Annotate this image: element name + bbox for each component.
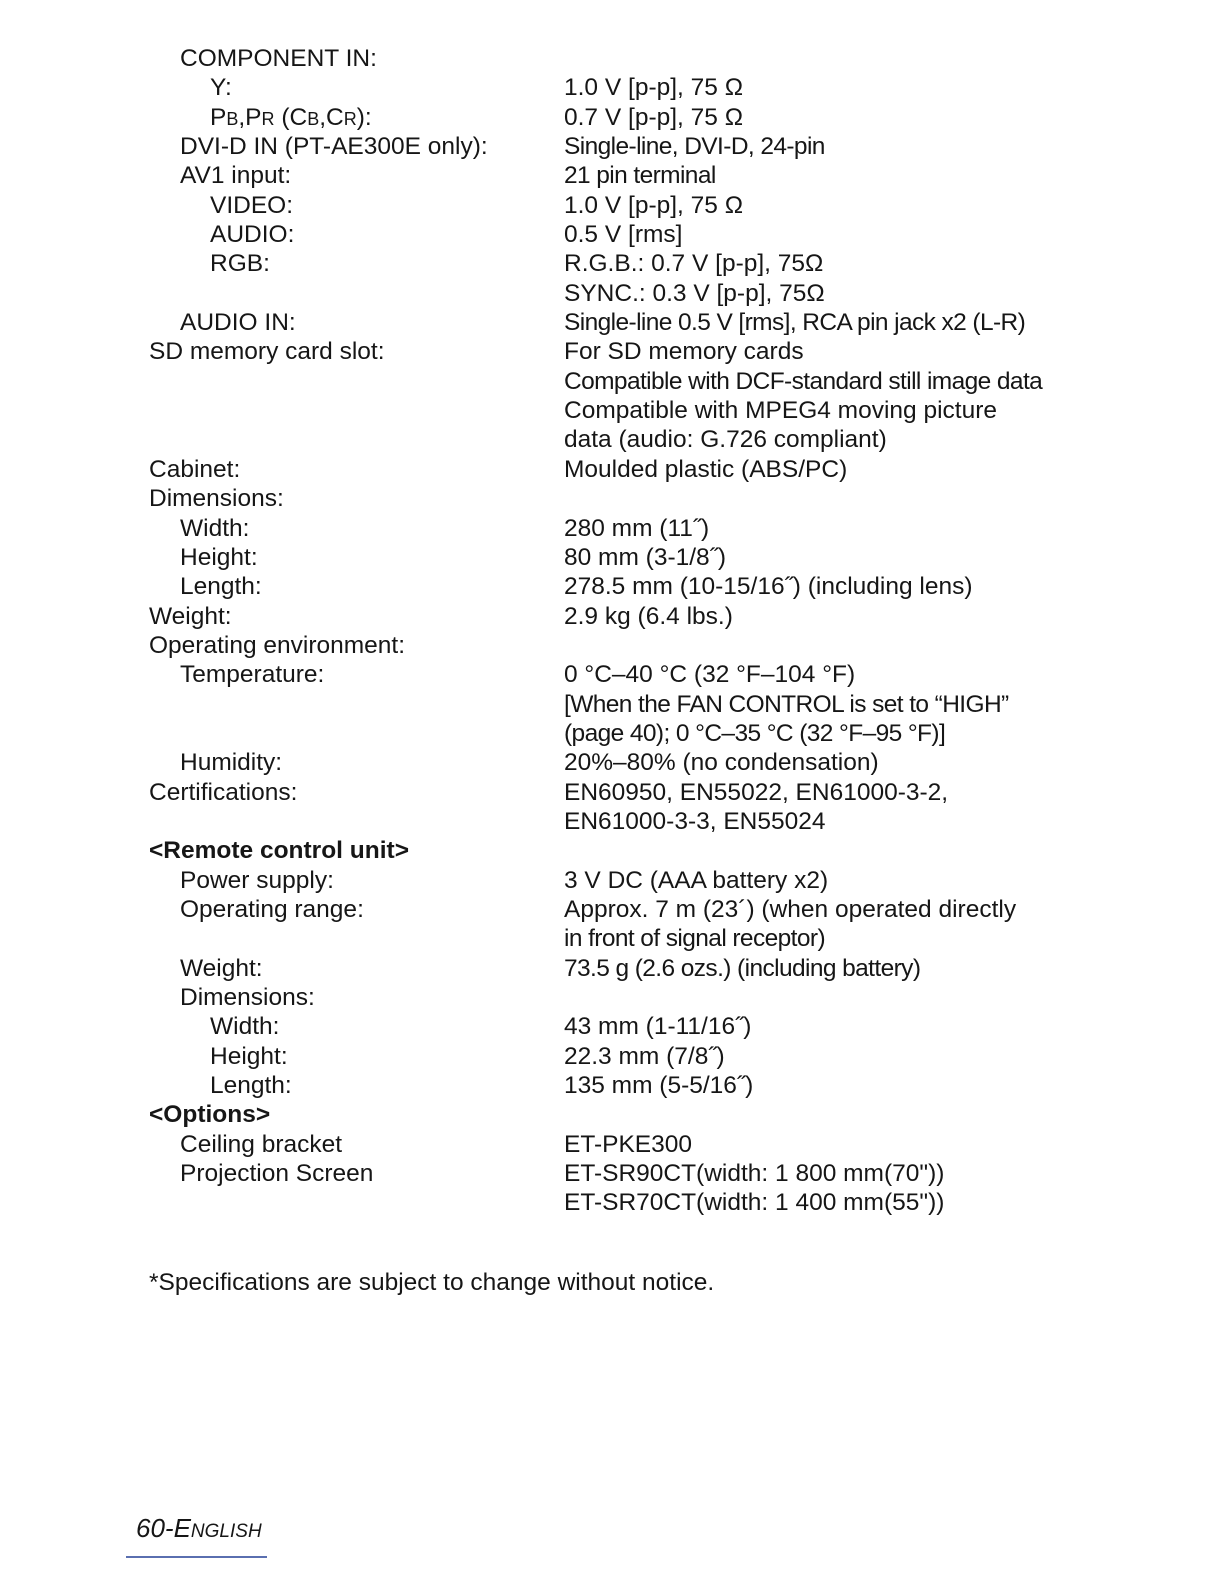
spec-row (0, 602, 1224, 631)
spec-row (0, 719, 1224, 748)
spec-row (0, 1188, 1224, 1217)
spec-label: Height: (210, 1042, 288, 1070)
spec-row (0, 103, 1224, 132)
page-number: 60-E (136, 1513, 191, 1543)
spec-value: Single-line 0.5 V [rms], RCA pin jack x2 (L-R) (564, 309, 1026, 337)
spec-label: Length: (180, 573, 262, 601)
spec-value: EN61000-3-3, EN55024 (564, 807, 826, 835)
spec-row (0, 425, 1224, 454)
spec-row (0, 367, 1224, 396)
spec-value: ET-SR90CT(width: 1 800 mm(70")) (564, 1160, 945, 1188)
spec-label: Weight: (180, 954, 263, 982)
spec-row (0, 1042, 1224, 1071)
spec-value: data (audio: G.726 compliant) (564, 426, 887, 454)
footer-rule (126, 1556, 267, 1558)
specification-list (0, 44, 1224, 1218)
spec-row (0, 1012, 1224, 1041)
spec-row (0, 1100, 1224, 1129)
spec-value: 278.5 mm (10-15/16˝) (including lens) (564, 573, 973, 601)
spec-value: Moulded plastic (ABS/PC) (564, 455, 848, 483)
spec-value: For SD memory cards (564, 338, 804, 366)
spec-row (0, 279, 1224, 308)
spec-value: EN60950, EN55022, EN61000-3-2, (564, 778, 949, 806)
spec-row (0, 748, 1224, 777)
section-heading: <Remote control unit> (149, 837, 410, 865)
spec-label: Dimensions: (149, 485, 284, 513)
spec-label: Temperature: (180, 661, 325, 689)
spec-row (0, 631, 1224, 660)
spec-row (0, 44, 1224, 73)
spec-value: ET-SR70CT(width: 1 400 mm(55")) (564, 1189, 945, 1217)
spec-value: [When the FAN CONTROL is set to “HIGH” (564, 690, 1009, 718)
spec-value: Compatible with MPEG4 moving picture (564, 397, 998, 425)
spec-label: Weight: (149, 602, 232, 630)
spec-label: Dimensions: (180, 984, 315, 1011)
spec-row (0, 191, 1224, 220)
spec-row (0, 954, 1224, 983)
spec-value: 80 mm (3-1/8˝) (564, 543, 727, 571)
spec-row (0, 1130, 1224, 1159)
spec-row (0, 572, 1224, 601)
spec-value: 135 mm (5-5/16˝) (564, 1072, 754, 1100)
spec-row (0, 455, 1224, 484)
spec-value: 0.7 V [p-p], 75 Ω (564, 103, 744, 131)
section-heading: <Options> (149, 1101, 271, 1129)
spec-value: 0 °C–40 °C (32 °F–104 °F) (564, 661, 856, 689)
spec-value: 22.3 mm (7/8˝) (564, 1042, 725, 1070)
spec-value: 1.0 V [p-p], 75 Ω (564, 191, 744, 219)
spec-label: Length: (210, 1072, 292, 1100)
spec-value: 21 pin terminal (564, 162, 716, 190)
spec-label: Power supply: (180, 866, 334, 894)
spec-label: SD memory card slot: (149, 338, 385, 366)
spec-row (0, 396, 1224, 425)
spec-row (0, 249, 1224, 278)
spec-label: Projection Screen (180, 1160, 374, 1188)
spec-row (0, 484, 1224, 513)
spec-row (0, 836, 1224, 865)
spec-label: Certifications: (149, 778, 298, 806)
spec-row (0, 983, 1224, 1012)
spec-value: Compatible with DCF-standard still image data (564, 367, 1043, 395)
spec-row (0, 1071, 1224, 1100)
spec-row (0, 690, 1224, 719)
spec-label: Cabinet: (149, 455, 241, 483)
spec-row (0, 924, 1224, 953)
spec-label: Height: (180, 543, 258, 571)
spec-value: in front of signal receptor) (564, 925, 826, 953)
spec-label: COMPONENT IN: (180, 45, 377, 72)
spec-label: RGB: (210, 250, 270, 278)
spec-value: SYNC.: 0.3 V [p-p], 75Ω (564, 279, 825, 307)
spec-row (0, 895, 1224, 924)
spec-row (0, 337, 1224, 366)
footer-language: NGLISH (190, 1521, 262, 1542)
spec-value: 0.5 V [rms] (564, 221, 683, 249)
spec-label: VIDEO: (210, 191, 294, 219)
page-footer (136, 1511, 262, 1549)
spec-value: 2.9 kg (6.4 lbs.) (564, 602, 733, 630)
spec-row (0, 1159, 1224, 1188)
spec-row (0, 807, 1224, 836)
spec-row (0, 778, 1224, 807)
spec-row (0, 514, 1224, 543)
spec-value: R.G.B.: 0.7 V [p-p], 75Ω (564, 250, 824, 278)
spec-row (0, 866, 1224, 895)
spec-row (0, 132, 1224, 161)
spec-label: Humidity: (180, 749, 283, 777)
spec-row (0, 73, 1224, 102)
spec-value: 1.0 V [p-p], 75 Ω (564, 74, 744, 102)
spec-row (0, 660, 1224, 689)
spec-value: 280 mm (11˝) (564, 514, 710, 542)
spec-value: Approx. 7 m (23´) (when operated directly (564, 895, 1017, 923)
spec-label: Width: (180, 514, 250, 542)
spec-value: 20%–80% (no condensation) (564, 749, 879, 777)
spec-value: (page 40); 0 °C–35 °C (32 °F–95 °F)] (564, 719, 946, 747)
spec-label: AV1 input: (180, 162, 292, 190)
spec-row (0, 543, 1224, 572)
spec-value: Single-line, DVI-D, 24-pin (564, 133, 825, 161)
spec-row (0, 161, 1224, 190)
spec-value: 73.5 g (2.6 ozs.) (including battery) (564, 954, 921, 982)
spec-label: Operating range: (180, 895, 364, 923)
spec-value: 43 mm (1-11/16˝) (564, 1013, 752, 1041)
spec-value: ET-PKE300 (564, 1130, 693, 1158)
spec-label: Ceiling bracket (180, 1130, 343, 1158)
spec-label: Operating environment: (149, 631, 406, 659)
spec-value: 3 V DC (AAA battery x2) (564, 866, 829, 894)
spec-label: PB,PR (CB,CR): (210, 103, 372, 131)
spec-row (0, 220, 1224, 249)
spec-label: AUDIO IN: (180, 309, 296, 337)
spec-row (0, 308, 1224, 337)
spec-label: Y: (210, 74, 232, 102)
specifications-notice: *Specifications are subject to change without notice. (149, 1269, 715, 1296)
spec-label: AUDIO: (210, 221, 295, 249)
spec-label: Width: (210, 1013, 280, 1041)
spec-label: DVI-D IN (PT-AE300E only): (180, 133, 488, 161)
